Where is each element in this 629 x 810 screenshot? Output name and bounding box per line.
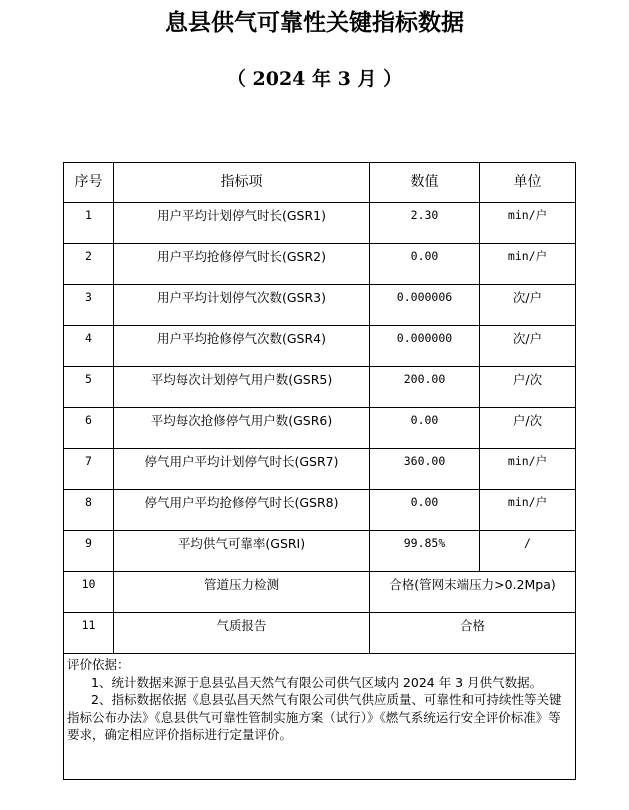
row-number: 11	[64, 613, 114, 654]
row-result: 合格	[370, 613, 576, 654]
document-subtitle: （ 2024 年 3 月 ）	[226, 68, 403, 90]
table-row	[64, 244, 576, 285]
row-number: 6	[64, 408, 114, 449]
row-number: 1	[64, 203, 114, 244]
row-item: 管道压力检测	[114, 572, 370, 613]
row-value: 99.85%	[370, 531, 480, 572]
row-value: 0.000006	[370, 285, 480, 326]
table-row	[64, 572, 576, 613]
notes-paragraph-1: 1、统计数据来源于息县弘昌天然气有限公司供气区域内 2024 年 3 月供气数据。	[91, 674, 543, 690]
row-unit: min/户	[480, 490, 576, 531]
row-number: 9	[64, 531, 114, 572]
header-item: 指标项	[114, 163, 370, 203]
row-item: 用户平均抢修停气时长(GSR2)	[114, 244, 370, 285]
table-row	[64, 326, 576, 367]
row-result: 合格(管网末端压力>0.2Mpa)	[370, 572, 576, 613]
row-value: 360.00	[370, 449, 480, 490]
row-unit: 户/次	[480, 408, 576, 449]
row-number: 2	[64, 244, 114, 285]
row-item: 用户平均计划停气次数(GSR3)	[114, 285, 370, 326]
header-value: 数值	[370, 163, 480, 203]
document-title: 息县供气可靠性关键指标数据	[165, 9, 464, 36]
row-item: 平均每次抢修停气用户数(GSR6)	[114, 408, 370, 449]
notes-paragraph-2: 2、指标数据依据《息县弘昌天然气有限公司供气供应质量、可靠性和可持续性等关键指标公布办法》《息县供气可靠性管制实施方案（试行）》《燃气系统运行安全评价标准》等要求，确定相应评价指标进行定量评价。	[67, 692, 562, 742]
row-unit: min/户	[480, 244, 576, 285]
row-unit: 次/户	[480, 285, 576, 326]
row-value: 200.00	[370, 367, 480, 408]
table-row	[64, 490, 576, 531]
notes-heading: 评价依据：	[67, 657, 130, 672]
table-row	[64, 408, 576, 449]
row-item: 用户平均计划停气时长(GSR1)	[114, 203, 370, 244]
row-unit: min/户	[480, 203, 576, 244]
row-unit: 户/次	[480, 367, 576, 408]
indicator-table	[63, 162, 576, 780]
table-row	[64, 285, 576, 326]
table-row	[64, 449, 576, 490]
row-item: 平均每次计划停气用户数(GSR5)	[114, 367, 370, 408]
row-value: 0.00	[370, 244, 480, 285]
row-unit: min/户	[480, 449, 576, 490]
row-item: 用户平均抢修停气次数(GSR4)	[114, 326, 370, 367]
row-number: 5	[64, 367, 114, 408]
table-row	[64, 613, 576, 654]
table-header-row	[64, 163, 576, 203]
row-unit: 次/户	[480, 326, 576, 367]
row-item: 停气用户平均抢修停气时长(GSR8)	[114, 490, 370, 531]
table-row	[64, 367, 576, 408]
row-number: 4	[64, 326, 114, 367]
row-number: 8	[64, 490, 114, 531]
header-serial: 序号	[64, 163, 114, 203]
row-value: 0.00	[370, 490, 480, 531]
table-row	[64, 531, 576, 572]
table-row	[64, 203, 576, 244]
row-item: 停气用户平均计划停气时长(GSR7)	[114, 449, 370, 490]
row-number: 10	[64, 572, 114, 613]
row-unit: /	[480, 531, 576, 572]
notes-row	[64, 654, 576, 780]
row-item: 平均供气可靠率(GSRI)	[114, 531, 370, 572]
evaluation-notes	[64, 654, 576, 780]
row-value: 0.00	[370, 408, 480, 449]
row-item: 气质报告	[114, 613, 370, 654]
row-value: 0.000000	[370, 326, 480, 367]
header-unit: 单位	[480, 163, 576, 203]
row-number: 3	[64, 285, 114, 326]
row-number: 7	[64, 449, 114, 490]
row-value: 2.30	[370, 203, 480, 244]
